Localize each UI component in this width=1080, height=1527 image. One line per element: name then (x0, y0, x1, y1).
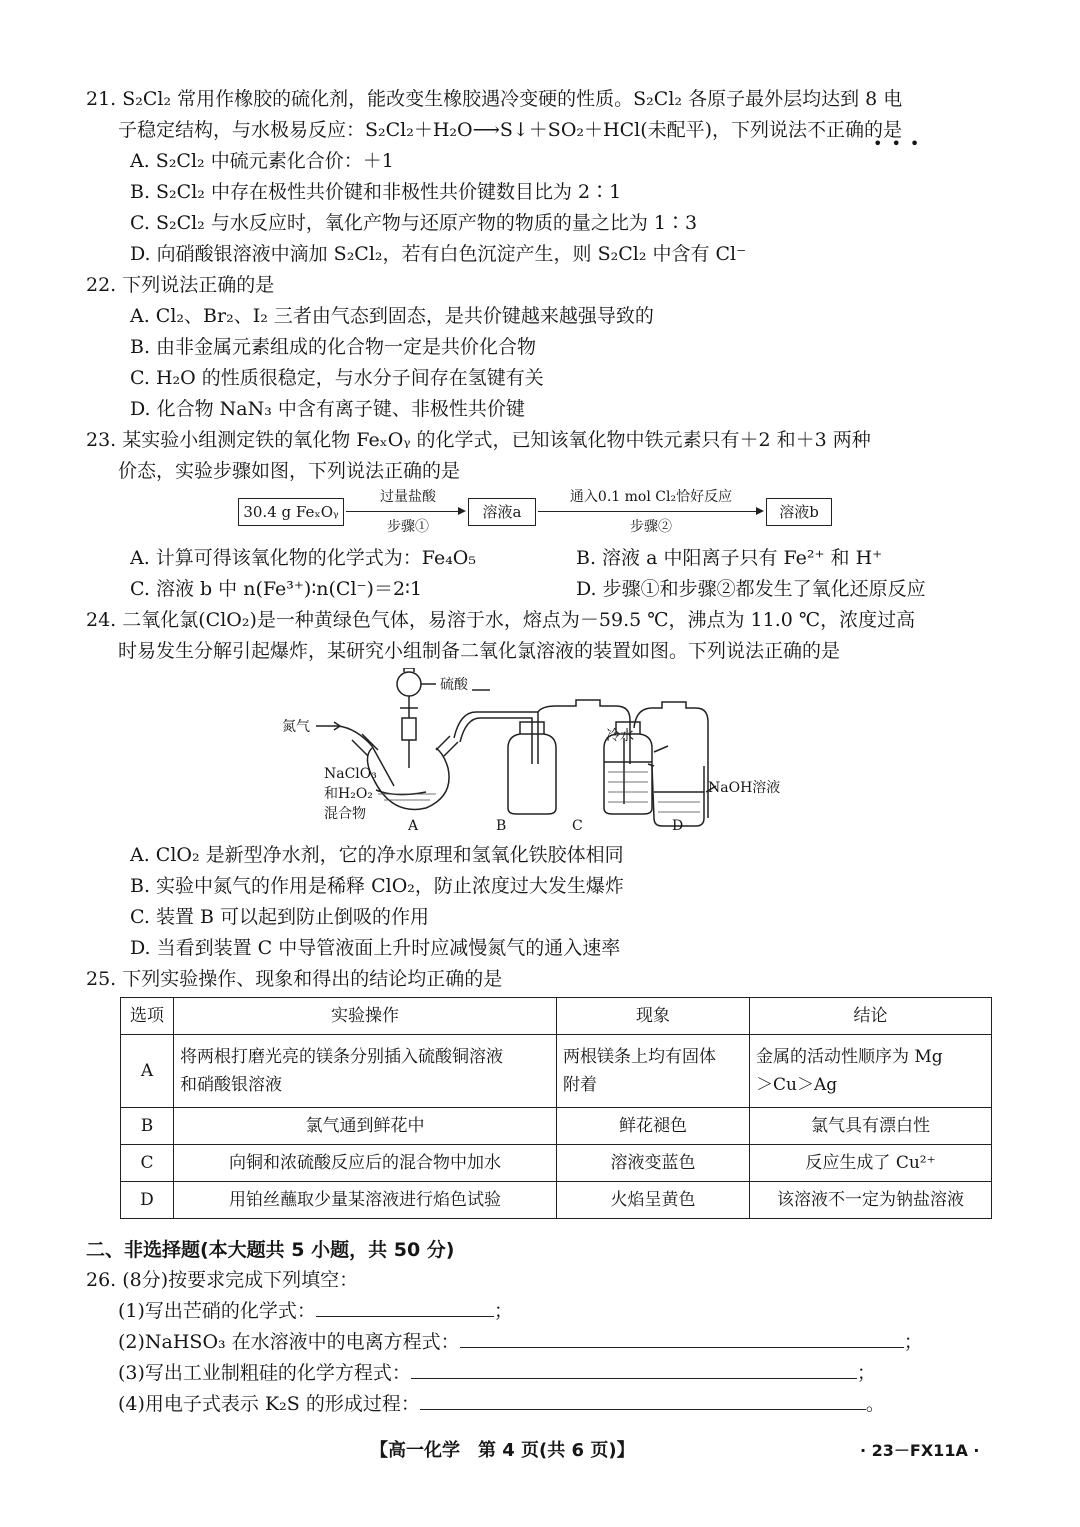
table-row (121, 1035, 992, 1108)
flow-arrow2-top: 通入0.1 mol Cl₂恰好反应 (569, 489, 733, 505)
q21-line1: 21. S₂Cl₂ 常用作橡胶的硫化剂，能改变生橡胶遇冷变硬的性质。S₂Cl₂ 各原子最外层均达到 8 电 (86, 88, 903, 110)
flow-box-solution-a: 溶液a (468, 498, 536, 526)
flow-box-solution-b: 溶液b (766, 498, 832, 526)
row-d-phenomenon: 火焰呈黄色 (557, 1182, 750, 1219)
q23-flow-diagram (236, 490, 836, 540)
row-d-operation: 用铂丝蘸取少量某溶液进行焰色试验 (174, 1182, 557, 1219)
label-device-a: A (408, 818, 419, 834)
q22-option-a: A. Cl₂、Br₂、I₂ 三者由气态到固态，是共价键越来越强导致的 (130, 305, 654, 327)
row-a-option: A (121, 1035, 174, 1108)
q25-table (120, 997, 992, 1219)
table-header-phenomenon: 现象 (557, 998, 750, 1035)
label-sulfuric-acid: 硫酸 (440, 677, 468, 693)
row-d-option: D (121, 1182, 174, 1219)
answer-blank-2[interactable] (460, 1329, 904, 1348)
q21-option-c: C. S₂Cl₂ 与水反应时，氧化产物与还原产物的物质的量之比为 1∶3 (130, 212, 698, 234)
q21-line2: 子稳定结构，与水极易反应：S₂Cl₂＋H₂O⟶S↓＋SO₂＋HCl(未配平)，下列说法不正确的是 (118, 119, 903, 141)
flow-arrow1-bottom: 步骤① (387, 519, 429, 535)
row-a-operation: 将两根打磨光亮的镁条分别插入硫酸铜溶液 和硝酸银溶液 (174, 1035, 557, 1108)
q23-option-b: B. 溶液 a 中阳离子只有 Fe²⁺ 和 H⁺ (576, 547, 883, 569)
row-b-option: B (121, 1108, 174, 1145)
row-c-conclusion: 反应生成了 Cu²⁺ (750, 1145, 992, 1182)
q26-item-2: (2)NaHSO₃ 在水溶液中的电离方程式： ； (118, 1331, 923, 1353)
flow-box-sample: 30.4 g FeₓOᵧ (238, 498, 344, 526)
q21-option-b: B. S₂Cl₂ 中存在极性共价键和非极性共价键数目比为 2∶1 (130, 181, 622, 203)
row-a-phenomenon: 两根镁条上均有固体 附着 (557, 1035, 750, 1108)
label-mixture-1: NaClO₃ (324, 766, 377, 782)
q25-stem: 25. 下列实验操作、现象和得出的结论均正确的是 (86, 968, 503, 990)
table-row (121, 1182, 992, 1219)
q24-option-d: D. 当看到装置 C 中导管液面上升时应减慢氮气的通入速率 (130, 937, 621, 959)
answer-blank-4[interactable] (420, 1391, 866, 1410)
table-row (121, 1108, 992, 1145)
q21-option-d: D. 向硝酸银溶液中滴加 S₂Cl₂，若有白色沉淀产生，则 S₂Cl₂ 中含有 Cl⁻ (130, 243, 747, 265)
q24-option-b: B. 实验中氮气的作用是稀释 ClO₂，防止浓度过大发生爆炸 (130, 875, 624, 897)
flow-arrow1 (346, 511, 464, 512)
label-naoh-solution: NaOH溶液 (708, 780, 781, 796)
row-b-operation: 氯气通到鲜花中 (174, 1108, 557, 1145)
flow-arrow2-bottom: 步骤② (630, 519, 672, 535)
table-header-operation: 实验操作 (174, 998, 557, 1035)
q24-line2: 时易发生分解引起爆炸，某研究小组制备二氧化氯溶液的装置如图。下列说法正确的是 (118, 640, 841, 662)
label-mixture-3: 混合物 (324, 806, 366, 822)
q22-option-c: C. H₂O 的性质很稳定，与水分子间存在氢键有关 (130, 367, 544, 389)
q26-item-1: (1)写出芒硝的化学式： ； (118, 1300, 513, 1322)
q24-option-c: C. 装置 B 可以起到防止倒吸的作用 (130, 906, 429, 928)
q26-item-4: (4)用电子式表示 K₂S 的形成过程： 。 (118, 1393, 885, 1415)
q23-option-c: C. 溶液 b 中 n(Fe³⁺)∶n(Cl⁻)＝2∶1 (130, 578, 423, 600)
q23-line1: 23. 某实验小组测定铁的氧化物 FeₓOᵧ 的化学式，已知该氧化物中铁元素只有＋2 和＋3 两种 (86, 429, 871, 451)
row-c-option: C (121, 1145, 174, 1182)
q23-option-d: D. 步骤①和步骤②都发生了氧化还原反应 (576, 578, 926, 600)
section-heading: 二、非选择题(本大题共 5 小题，共 50 分) (86, 1239, 455, 1261)
q23-line2: 价态，实验步骤如图，下列说法正确的是 (118, 460, 461, 482)
row-a-conclusion: 金属的活动性顺序为 Mg ＞Cu＞Ag (750, 1035, 992, 1108)
table-header-conclusion: 结论 (750, 998, 992, 1035)
q22-option-d: D. 化合物 NaN₃ 中含有离子键、非极性共价键 (130, 398, 525, 420)
row-b-conclusion: 氯气具有漂白性 (750, 1108, 992, 1145)
table-row (121, 1145, 992, 1182)
row-c-phenomenon: 溶液变蓝色 (557, 1145, 750, 1182)
row-b-phenomenon: 鲜花褪色 (557, 1108, 750, 1145)
row-c-operation: 向铜和浓硫酸反应后的混合物中加水 (174, 1145, 557, 1182)
q26-stem: 26. (8分)按要求完成下列填空： (86, 1269, 359, 1291)
q23-option-a: A. 计算可得该氧化物的化学式为：Fe₄O₅ (130, 547, 476, 569)
label-nitrogen: 氮气 (282, 719, 310, 735)
page-footer: 【高一化学 第 4 页(共 6 页)】 (370, 1440, 635, 1461)
flow-arrow2 (538, 511, 762, 512)
exam-code: · 23－FX11A · (860, 1441, 980, 1460)
table-header-row (121, 998, 992, 1035)
q22-option-b: B. 由非金属元素组成的化合物一定是共价化合物 (130, 336, 537, 358)
flow-arrow1-top: 过量盐酸 (380, 489, 436, 505)
table-header-option: 选项 (121, 998, 174, 1035)
label-cold-water: 冷水 (606, 728, 634, 744)
q22-stem: 22. 下列说法正确的是 (86, 274, 275, 296)
label-mixture-2: 和H₂O₂ (324, 786, 373, 802)
answer-blank-1[interactable] (316, 1298, 494, 1317)
label-device-c: C (572, 818, 583, 834)
emphasis-dots: ••• (873, 134, 929, 153)
q24-line1: 24. 二氧化氯(ClO₂)是一种黄绿色气体，易溶于水，熔点为－59.5 ℃，沸点为 11.0 ℃，浓度过高 (86, 609, 916, 631)
answer-blank-3[interactable] (411, 1360, 857, 1379)
q21-option-a: A. S₂Cl₂ 中硫元素化合价：＋1 (130, 150, 394, 172)
q26-item-3: (3)写出工业制粗硅的化学方程式： ； (118, 1362, 876, 1384)
q24-option-a: A. ClO₂ 是新型净水剂，它的净水原理和氢氧化铁胶体相同 (130, 844, 624, 866)
label-device-b: B (496, 818, 507, 834)
row-d-conclusion: 该溶液不一定为钠盐溶液 (750, 1182, 992, 1219)
apparatus-diagram (276, 668, 806, 836)
label-device-d: D (672, 818, 684, 834)
